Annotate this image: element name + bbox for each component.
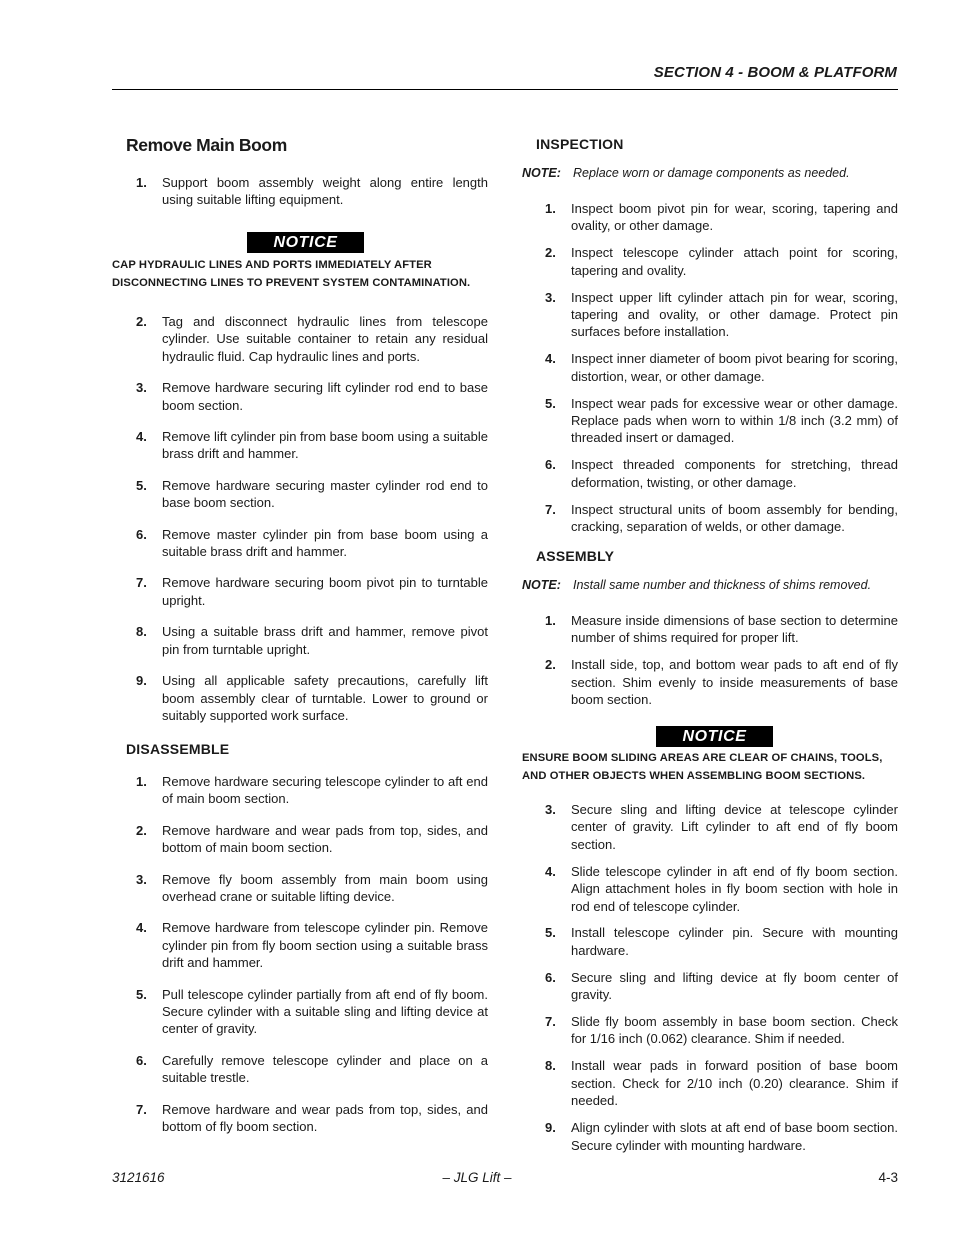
list-item xyxy=(521,1119,898,1154)
step-text: Install side, top, and bottom wear pads to aft end of fly section. Shim evenly to inside measurements of base boom section. xyxy=(571,657,898,708)
step-number: 5. xyxy=(136,477,147,493)
step-text: Remove master cylinder pin from base boom using a suitable brass drift and hammer. xyxy=(162,526,488,560)
step-number: 5. xyxy=(545,395,556,411)
step-text: Secure sling and lifting device at telescope cylinder center of gravity. Lift cylinder to aft end of fly boom section. xyxy=(571,802,898,852)
page-title: Remove Main Boom xyxy=(126,135,287,155)
section-title: SECTION 4 - BOOM & PLATFORM xyxy=(653,64,897,81)
list-item xyxy=(521,395,898,447)
list-item xyxy=(112,986,488,1038)
step-number: 5. xyxy=(545,925,556,941)
list-item xyxy=(521,244,898,279)
step-text: Install telescope cylinder pin. Secure with mounting hardware. xyxy=(571,925,898,958)
list-item xyxy=(112,574,488,609)
step-text: Inspect structural units of boom assembly for bending, cracking, separation of welds, or other damage. xyxy=(571,501,898,535)
step-text: Inspect threaded components for stretching, thread deformation, twisting, or other damage. xyxy=(571,457,898,490)
doc-number: 3121616 xyxy=(112,1170,165,1185)
step-text: Secure sling and lifting device at fly boom center of gravity. xyxy=(571,969,898,1003)
left-steps-b xyxy=(112,313,488,724)
step-text: Pull telescope cylinder partially from aft end of fly boom. Secure cylinder with a suitable sling and lifting device at center of gravity. xyxy=(162,986,488,1037)
step-number: 2. xyxy=(136,822,147,838)
step-text: Remove hardware from telescope cylinder pin. Remove cylinder pin from fly boom section using a suitable brass drift and hammer. xyxy=(162,920,488,971)
list-item xyxy=(521,456,898,491)
step-number: 3. xyxy=(545,289,556,305)
step-text: Remove hardware and wear pads from top, sides, and bottom of fly boom section. xyxy=(162,1101,488,1135)
step-text: Inspect wear pads for excessive wear or other damage. Replace pads when worn to within 1/8 inch (3.2 mm) of threaded insert or damaged. xyxy=(571,395,898,446)
header-rule xyxy=(112,89,898,90)
step-number: 3. xyxy=(136,871,147,887)
step-text: Install wear pads in forward position of base boom section. Check for 2/10 inch (0.20) clearance. Shim if needed. xyxy=(571,1058,898,1109)
step-number: 2. xyxy=(545,245,556,261)
notice-text: ENSURE BOOM SLIDING AREAS ARE CLEAR OF CHAINS, TOOLS, AND OTHER OBJECTS WHEN ASSEMBLING BOOM SECTIONS. xyxy=(522,752,883,782)
disassemble-heading: DISASSEMBLE xyxy=(126,741,230,757)
step-number: 3. xyxy=(136,380,147,396)
inspection-note xyxy=(522,166,898,184)
step-text: Carefully remove telescope cylinder and place on a suitable trestle. xyxy=(162,1052,488,1086)
note-label: NOTE: xyxy=(522,166,561,180)
step-text: Slide fly boom assembly in base boom section. Check for 1/16 inch (0.062) clearance. Shim if needed. xyxy=(571,1014,898,1047)
note-label: NOTE: xyxy=(522,578,561,592)
step-text: Inspect upper lift cylinder attach pin for wear, scoring, tapering and ovality, or other damage. Protect pin surfaces before installation. xyxy=(571,289,898,340)
notice-label: NOTICE xyxy=(656,726,773,747)
step-text: Remove hardware securing telescope cylinder to aft end of main boom section. xyxy=(162,774,488,807)
step-text: Remove hardware and wear pads from top, sides, and bottom of main boom section. xyxy=(162,822,488,856)
step-number: 5. xyxy=(136,986,147,1002)
list-item xyxy=(112,871,488,906)
list-item xyxy=(521,863,898,915)
step-number: 4. xyxy=(545,863,556,879)
list-item xyxy=(112,1101,488,1136)
list-item xyxy=(112,313,488,365)
step-number: 1. xyxy=(545,613,556,628)
list-item xyxy=(521,801,898,853)
step-number: 9. xyxy=(545,1120,556,1136)
assembly-heading: ASSEMBLY xyxy=(536,548,615,564)
assembly-note xyxy=(522,578,898,596)
list-item xyxy=(521,200,898,235)
step-number: 8. xyxy=(545,1058,556,1074)
list-item xyxy=(112,379,488,414)
list-item xyxy=(521,612,898,647)
assembly-steps-a xyxy=(521,612,898,709)
step-number: 6. xyxy=(136,526,147,542)
notice-label: NOTICE xyxy=(247,232,364,253)
step-number: 3. xyxy=(545,802,556,817)
step-number: 2. xyxy=(545,657,556,673)
step-number: 6. xyxy=(545,457,556,473)
step-number: 4. xyxy=(545,351,556,367)
step-number: 7. xyxy=(545,1014,556,1030)
step-number: 4. xyxy=(136,920,147,936)
list-item xyxy=(112,428,488,463)
list-item xyxy=(112,623,488,658)
step-number: 4. xyxy=(136,429,147,445)
note-text: Replace worn or damage components as needed. xyxy=(573,166,850,180)
step-number: 6. xyxy=(545,969,556,985)
step-number: 7. xyxy=(136,1101,147,1117)
step-number: 6. xyxy=(136,1052,147,1068)
left-steps-a xyxy=(112,174,488,209)
step-text: Slide telescope cylinder in aft end of fly boom section. Align attachment holes in fly boom section with hole in rod end of telescope cylinder. xyxy=(571,863,898,914)
step-number: 9. xyxy=(136,673,147,689)
step-number: 2. xyxy=(136,314,147,329)
list-item xyxy=(521,1057,898,1109)
list-item xyxy=(112,174,488,209)
list-item xyxy=(521,289,898,341)
note-text: Install same number and thickness of shims removed. xyxy=(573,578,872,592)
step-text: Measure inside dimensions of base section to determine number of shims required for proper lift. xyxy=(571,613,898,646)
list-item xyxy=(112,1052,488,1087)
footer-center: – JLG Lift – xyxy=(442,1170,512,1185)
disassemble-steps xyxy=(112,773,488,1136)
step-text: Remove hardware securing lift cylinder rod end to base boom section. xyxy=(162,380,488,413)
step-text: Using all applicable safety precautions, carefully lift boom assembly clear of turntable. Lower to ground or suitably supported work surface. xyxy=(162,673,488,723)
list-item xyxy=(112,477,488,512)
step-text: Inspect inner diameter of boom pivot bearing for scoring, distortion, wear, or other damage. xyxy=(571,351,898,384)
list-item xyxy=(112,526,488,561)
step-number: 7. xyxy=(136,575,147,591)
inspection-heading: INSPECTION xyxy=(536,136,624,152)
step-text: Remove hardware securing master cylinder rod end to base boom section. xyxy=(162,477,488,511)
step-text: Remove hardware securing boom pivot pin to turntable upright. xyxy=(162,575,488,608)
page-number: 4-3 xyxy=(878,1170,898,1185)
inspection-steps xyxy=(521,200,898,536)
step-number: 8. xyxy=(136,624,147,640)
step-text: Using a suitable brass drift and hammer, remove pivot pin from turntable upright. xyxy=(162,624,488,657)
step-number: 1. xyxy=(136,774,147,789)
list-item xyxy=(521,656,898,708)
step-text: Remove lift cylinder pin from base boom using a suitable brass drift and hammer. xyxy=(162,429,488,462)
step-text: Support boom assembly weight along entire length using suitable lifting equipment. xyxy=(162,175,488,208)
step-text: Inspect telescope cylinder attach point for scoring, tapering and ovality. xyxy=(571,245,898,278)
step-text: Inspect boom pivot pin for wear, scoring, tapering and ovality, or other damage. xyxy=(571,201,898,234)
list-item xyxy=(521,1013,898,1048)
step-number: 7. xyxy=(545,501,556,517)
step-text: Tag and disconnect hydraulic lines from telescope cylinder. Use suitable container to retain any residual hydraulic fluid. Cap hydraulic lines and ports. xyxy=(162,314,488,364)
step-text: Align cylinder with slots at aft end of base boom section. Secure cylinder with mounting hardware. xyxy=(571,1120,898,1153)
step-number: 1. xyxy=(545,201,556,216)
list-item xyxy=(112,822,488,857)
list-item xyxy=(521,969,898,1004)
list-item xyxy=(521,501,898,536)
list-item xyxy=(112,773,488,808)
list-item xyxy=(112,919,488,971)
assembly-steps-b xyxy=(521,801,898,1154)
list-item xyxy=(112,672,488,724)
list-item xyxy=(521,350,898,385)
list-item xyxy=(521,924,898,959)
step-text: Remove fly boom assembly from main boom using overhead crane or suitable lifting device. xyxy=(162,871,488,905)
step-number: 1. xyxy=(136,175,147,190)
notice-text: CAP HYDRAULIC LINES AND PORTS IMMEDIATELY AFTER DISCONNECTING LINES TO PREVENT SYSTEM CONTAMINATION. xyxy=(112,259,471,289)
